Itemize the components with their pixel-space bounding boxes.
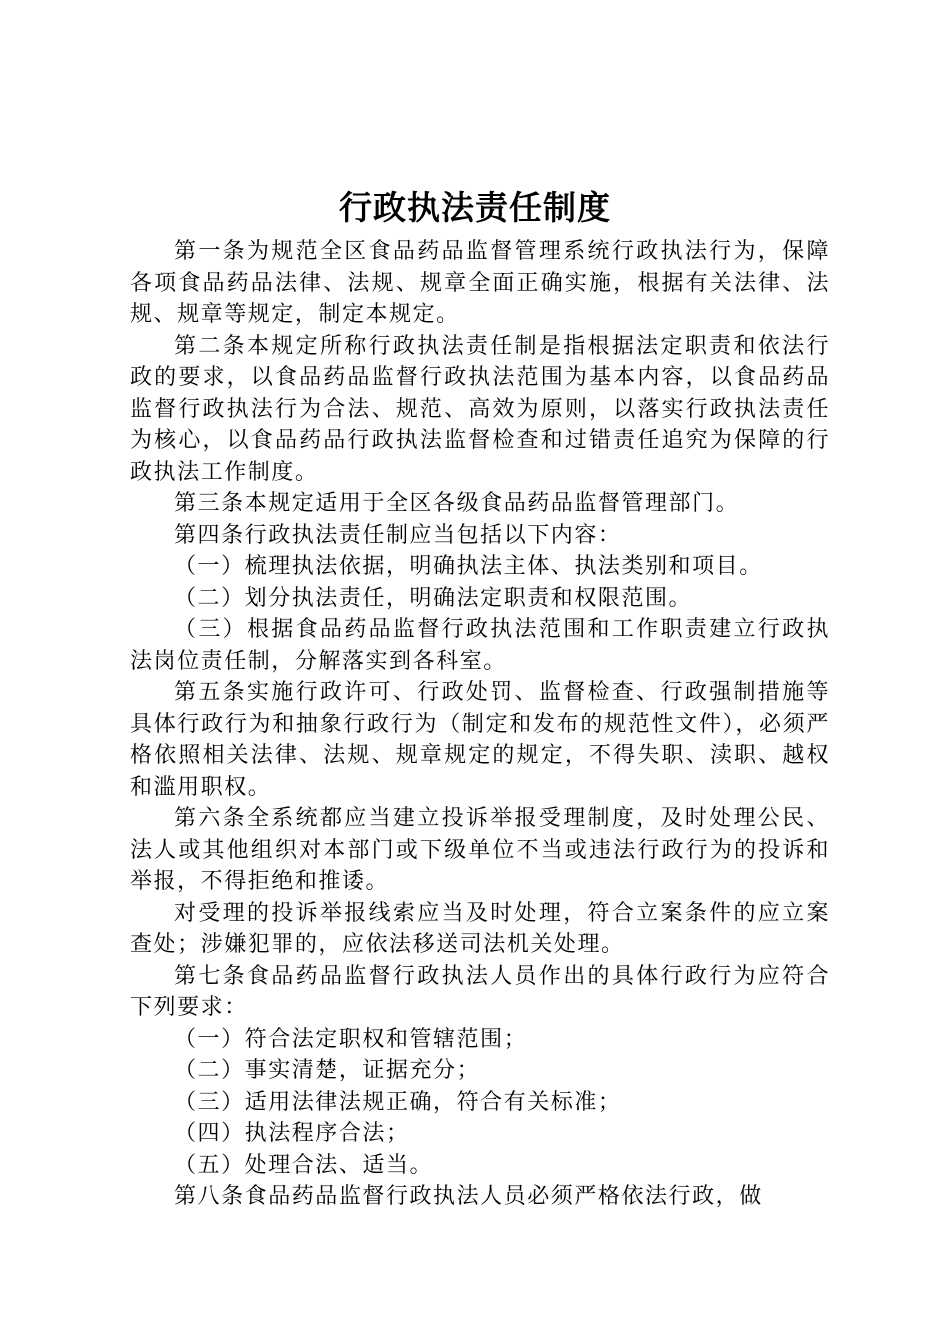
paragraph-article-6-continued: 对受理的投诉举报线索应当及时处理，符合立案条件的应立案查处；涉嫌犯罪的，应依法移送司法机关处理。 bbox=[130, 900, 830, 957]
paragraph-article-6: 第六条全系统都应当建立投诉举报受理制度，及时处理公民、法人或其他组织对本部门或下级单位不当或违法行政行为的投诉和举报，不得拒绝和推诿。 bbox=[130, 806, 830, 894]
paragraph-article-4-item-3: （三）根据食品药品监督行政执法范围和工作职责建立行政执法岗位责任制，分解落实到各科室。 bbox=[130, 617, 830, 674]
paragraph-article-2: 第二条本规定所称行政执法责任制是指根据法定职责和依法行政的要求，以食品药品监督行政执法范围为基本内容，以食品药品监督行政执法行为合法、规范、高效为原则，以落实行政执法责任为核心，以食品药品行政执法监督检查和过错责任追究为保障的行政执法工作制度。 bbox=[130, 333, 830, 485]
paragraph-article-3: 第三条本规定适用于全区各级食品药品监督管理部门。 bbox=[174, 491, 740, 516]
paragraph-article-7: 第七条食品药品监督行政执法人员作出的具体行政行为应符合下列要求： bbox=[130, 963, 830, 1020]
paragraph-article-7-item-1: （一）符合法定职权和管辖范围； bbox=[174, 1026, 528, 1052]
paragraph-article-7-item-4: （四）执法程序合法； bbox=[174, 1121, 410, 1146]
paragraph-article-4-item-2: （二）划分执法责任，明确法定职责和权限范围。 bbox=[174, 585, 693, 611]
paragraph-article-1: 第一条为规范全区食品药品监督管理系统行政执法行为，保障各项食品药品法律、法规、规章全面正确实施，根据有关法律、法规、规章等规定，制定本规定。 bbox=[130, 239, 830, 327]
paragraph-article-4-item-1: （一）梳理执法依据，明确执法主体、执法类别和项目。 bbox=[174, 554, 763, 579]
document-title: 行政执法责任制度 bbox=[339, 188, 611, 227]
paragraph-article-7-item-5: （五）处理合法、适当。 bbox=[174, 1152, 434, 1178]
paragraph-article-7-item-3: （三）适用法律法规正确，符合有关标准； bbox=[174, 1089, 622, 1115]
paragraph-article-5: 第五条实施行政许可、行政处罚、监督检查、行政强制措施等具体行政行为和抽象行政行为（制定和发布的规范性文件），必须严格依照相关法律、法规、规章规定的规定，不得失职、渎职、越权和滥用职权。 bbox=[130, 680, 830, 800]
document-body bbox=[130, 236, 830, 1213]
paragraph-article-7-item-2: （二）事实清楚，证据充分； bbox=[174, 1058, 481, 1083]
paragraph-article-8: 第八条食品药品监督行政执法人员必须严格依法行政，做 bbox=[174, 1184, 763, 1209]
paragraph-article-4: 第四条行政执法责任制应当包括以下内容： bbox=[174, 522, 622, 548]
